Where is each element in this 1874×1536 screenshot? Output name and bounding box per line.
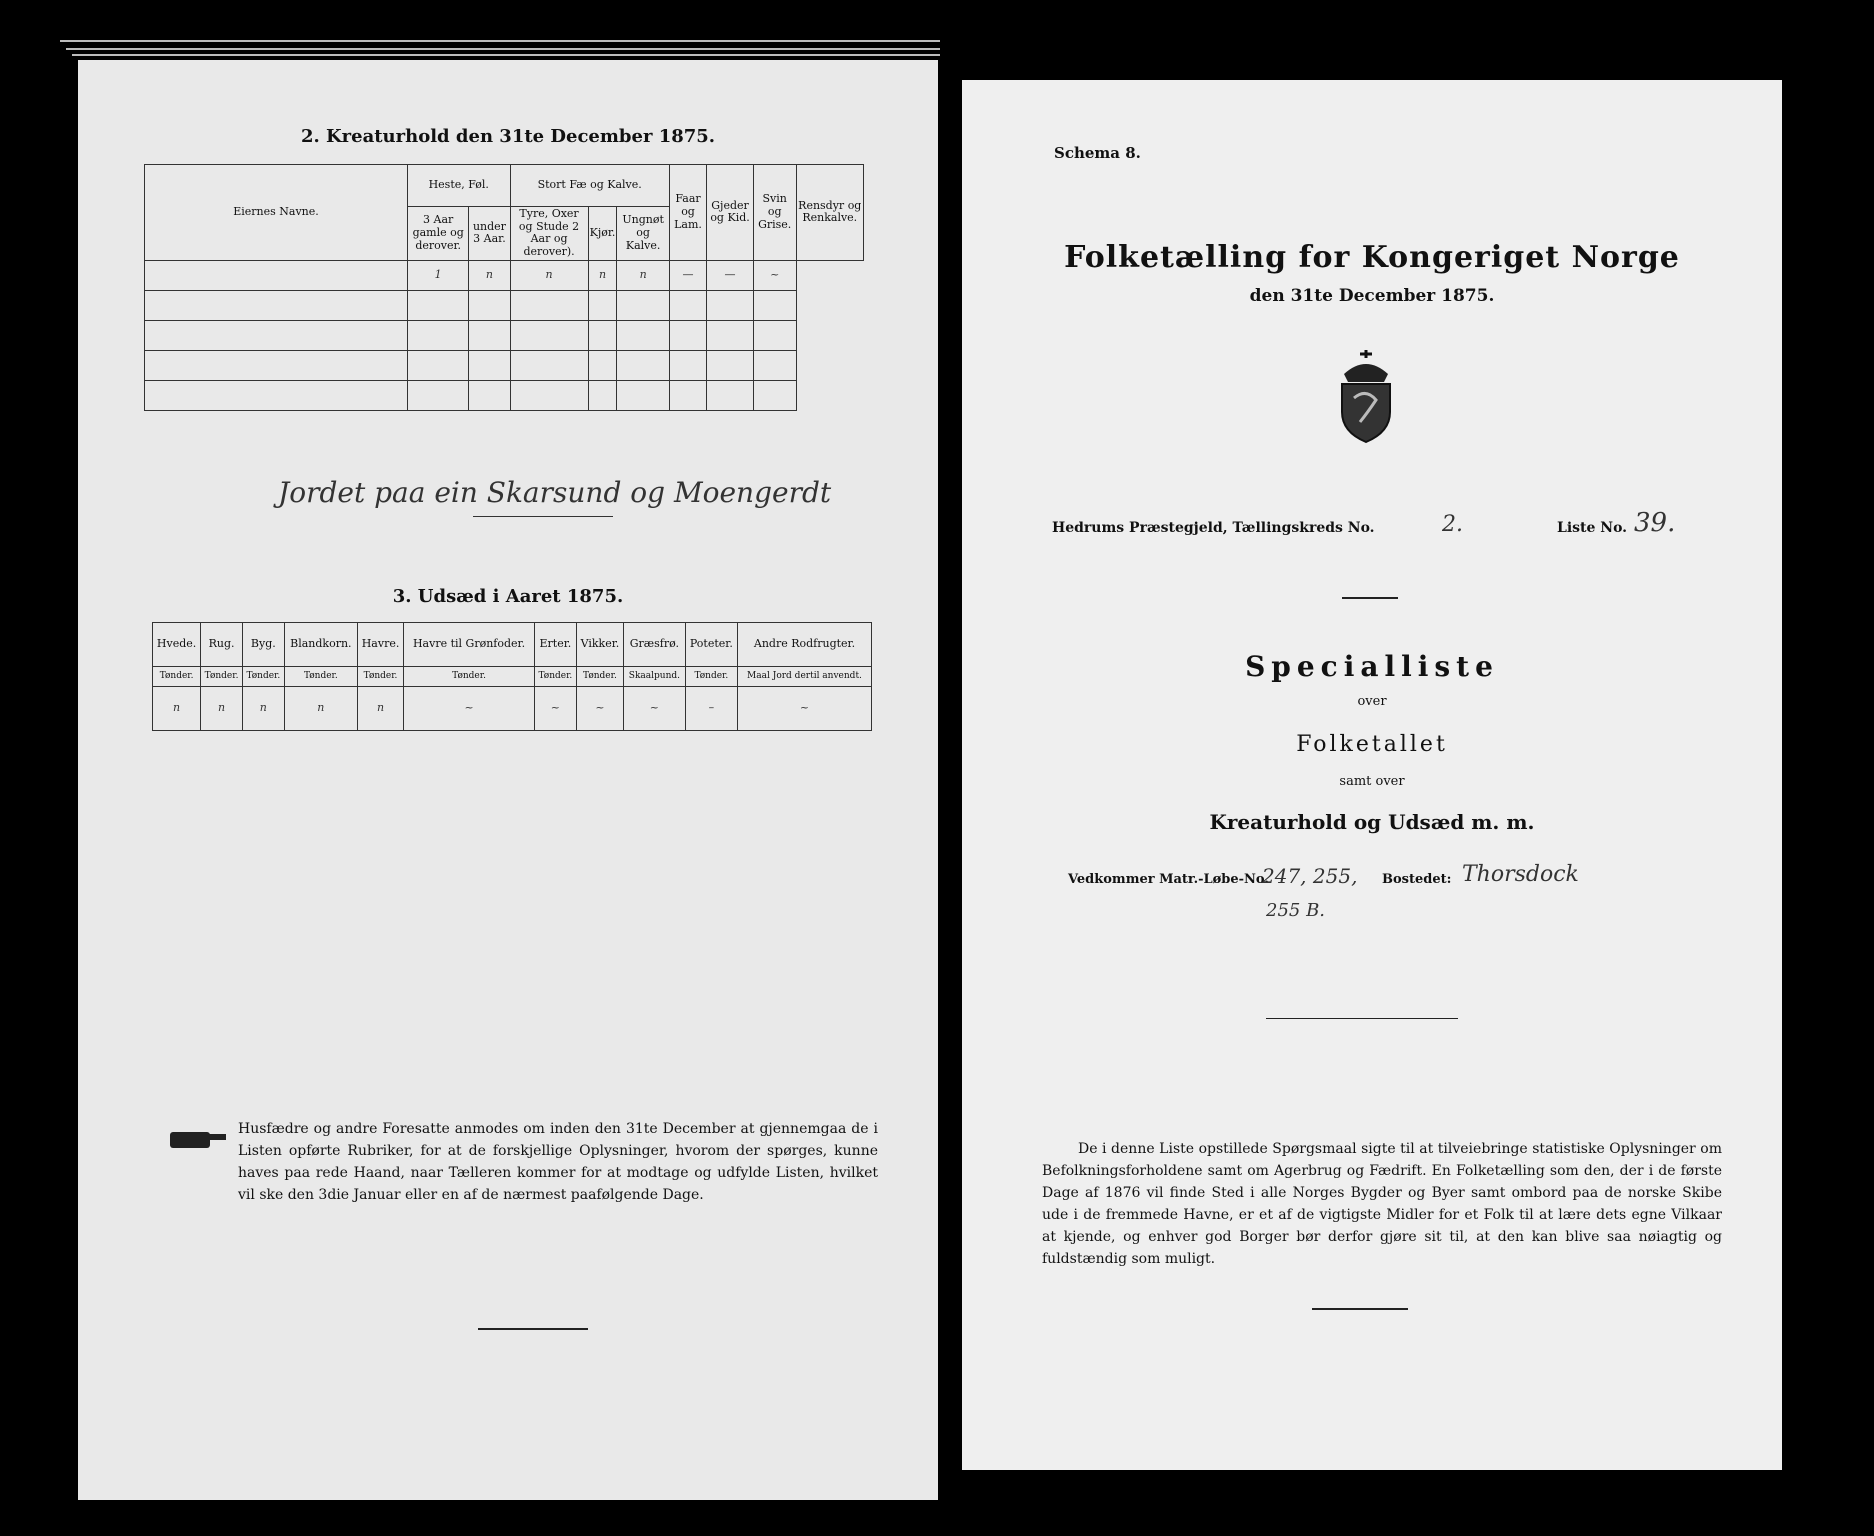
left-page	[78, 60, 938, 1500]
matr-no: 247, 255,	[1262, 864, 1358, 888]
cell-mark: ~	[753, 260, 796, 290]
seed-unit-header: Tønder.	[357, 667, 403, 687]
parish-label: Hedrums Præstegjeld, Tællingskreds No.	[1052, 520, 1375, 536]
cell-mark: 1	[408, 260, 469, 290]
seed-unit-header: Maal Jord dertil anvendt.	[737, 667, 871, 687]
specialliste-heading: Specialliste	[1245, 650, 1499, 683]
subtitle: Kreaturhold og Udsæd m. m.	[1209, 810, 1535, 834]
table-row	[153, 687, 872, 731]
seed-col-header: Vikker.	[576, 623, 623, 667]
cell-mark: n	[284, 687, 357, 731]
handwritten-note: Jordet paa ein Skarsund og Moengerdt	[278, 476, 832, 509]
kreds-no: 2.	[1442, 512, 1463, 537]
group-header: Heste, Føl.	[408, 165, 511, 207]
info-paragraph: De i denne Liste opstillede Spørgsmaal sigte til at tilveiebringe statistiske Oplysninger om Befolkningsforholdene samt om Agerbrug og Fædrift. En Folketælling som den, der i de første Dage af 1876 vil finde Sted i alle Norges Bygder og Byer samt ombord paa de norske Skibe ude i de fremmede Havne, er et af de vigtigste Midler for et Folk til at lære dets egne Vilkaar at kjende, og enhver god Borger bør derfor gjøre sit til, at den kan blive saa nøiagtig og fuldstændig som muligt.	[1042, 1141, 1722, 1267]
right-page	[962, 80, 1782, 1470]
table-row	[145, 320, 864, 350]
cell-mark: –	[685, 687, 737, 731]
cell-mark: ~	[534, 687, 576, 731]
bosted-value: Thorsdock	[1462, 862, 1579, 887]
sub-header: Ungnøt og Kalve.	[617, 207, 669, 261]
seed-col-header: Poteter.	[685, 623, 737, 667]
cell-mark: —	[707, 260, 754, 290]
seed-unit-header: Tønder.	[284, 667, 357, 687]
sub-header: Tyre, Oxer og Stude 2 Aar og derover).	[510, 207, 588, 261]
table-row	[145, 260, 864, 290]
over-label: over	[1357, 694, 1387, 709]
seed-unit-header: Tønder.	[685, 667, 737, 687]
table-row	[145, 380, 864, 410]
seed-unit-header: Tønder.	[153, 667, 201, 687]
seed-col-header: Havre.	[357, 623, 403, 667]
seed-unit-header: Tønder.	[576, 667, 623, 687]
notice-text: Husfædre og andre Foresatte anmodes om inden den 31te December at gjennemgaa de i Listen opførte Rubriker, for at de forskjellige Oplysninger, hvorom der spørges, kunne haves paa rede Haand, naar Tælleren kommer for at modtage og udfylde Listen, hvilket vil ske den 3die Januar eller en af de nærmest paafølgende Dage.	[238, 1121, 878, 1203]
matr-no-2: 255 B.	[1266, 900, 1326, 921]
cell-mark: n	[617, 260, 669, 290]
seed-unit-header: Skaalpund.	[624, 667, 686, 687]
page-edge	[72, 54, 940, 56]
samt-over-label: samt over	[1339, 774, 1405, 789]
matr-label: Vedkommer Matr.-Løbe-No.	[1068, 872, 1269, 887]
page-edge	[66, 48, 940, 50]
divider	[1342, 597, 1398, 599]
owner-header: Eiernes Navne.	[145, 165, 408, 261]
section3-title: 3. Udsæd i Aaret 1875.	[392, 586, 624, 607]
liste-no: 39.	[1634, 508, 1676, 538]
col-header: Gjeder og Kid.	[707, 165, 754, 261]
cell-mark: ~	[624, 687, 686, 731]
group-header: Stort Fæ og Kalve.	[510, 165, 669, 207]
main-title: Folketælling for Kongeriget Norge	[1064, 240, 1680, 275]
section2-title: 2. Kreaturhold den 31te December 1875.	[300, 126, 716, 147]
underline	[473, 516, 613, 517]
cell-mark: ~	[576, 687, 623, 731]
seed-col-header: Byg.	[242, 623, 284, 667]
coat-of-arms-icon	[1332, 348, 1400, 444]
seed-col-header: Blandkorn.	[284, 623, 357, 667]
col-header: Rensdyr og Renkalve.	[796, 165, 863, 261]
cell-mark: ~	[404, 687, 535, 731]
liste-label: Liste No.	[1557, 520, 1628, 536]
sub-header: 3 Aar gamle og derover.	[408, 207, 469, 261]
seed-col-header: Erter.	[534, 623, 576, 667]
cell-mark: n	[357, 687, 403, 731]
col-header: Svin og Grise.	[753, 165, 796, 261]
sub-header: Kjør.	[588, 207, 617, 261]
cell-mark: ~	[737, 687, 871, 731]
pointing-hand-icon	[204, 1134, 226, 1140]
divider	[1312, 1308, 1408, 1310]
sub-header: under 3 Aar.	[469, 207, 510, 261]
col-header: Faar og Lam.	[669, 165, 706, 261]
divider	[478, 1328, 588, 1330]
seed-col-header: Havre til Grønfoder.	[404, 623, 535, 667]
seed-unit-header: Tønder.	[201, 667, 243, 687]
seed-unit-header: Tønder.	[534, 667, 576, 687]
cell-mark: n	[201, 687, 243, 731]
seed-unit-header: Tønder.	[404, 667, 535, 687]
seed-col-header: Græsfrø.	[624, 623, 686, 667]
bosted-label: Bostedet:	[1382, 872, 1452, 887]
cell-mark: n	[469, 260, 510, 290]
cell-mark: n	[153, 687, 201, 731]
table-row	[145, 290, 864, 320]
cell-mark: —	[669, 260, 706, 290]
cell-mark: n	[588, 260, 617, 290]
seed-table	[152, 622, 872, 731]
cell-mark: n	[242, 687, 284, 731]
date-line: den 31te December 1875.	[1249, 286, 1495, 306]
livestock-table	[144, 164, 864, 411]
seed-col-header: Andre Rodfrugter.	[737, 623, 871, 667]
folketallet-label: Folketallet	[1296, 732, 1448, 757]
page-edge	[60, 40, 940, 42]
seed-col-header: Hvede.	[153, 623, 201, 667]
cell-mark: n	[510, 260, 588, 290]
seed-unit-header: Tønder.	[242, 667, 284, 687]
schema-label: Schema 8.	[1054, 144, 1141, 162]
divider	[1266, 1018, 1458, 1019]
table-row	[145, 350, 864, 380]
seed-col-header: Rug.	[201, 623, 243, 667]
